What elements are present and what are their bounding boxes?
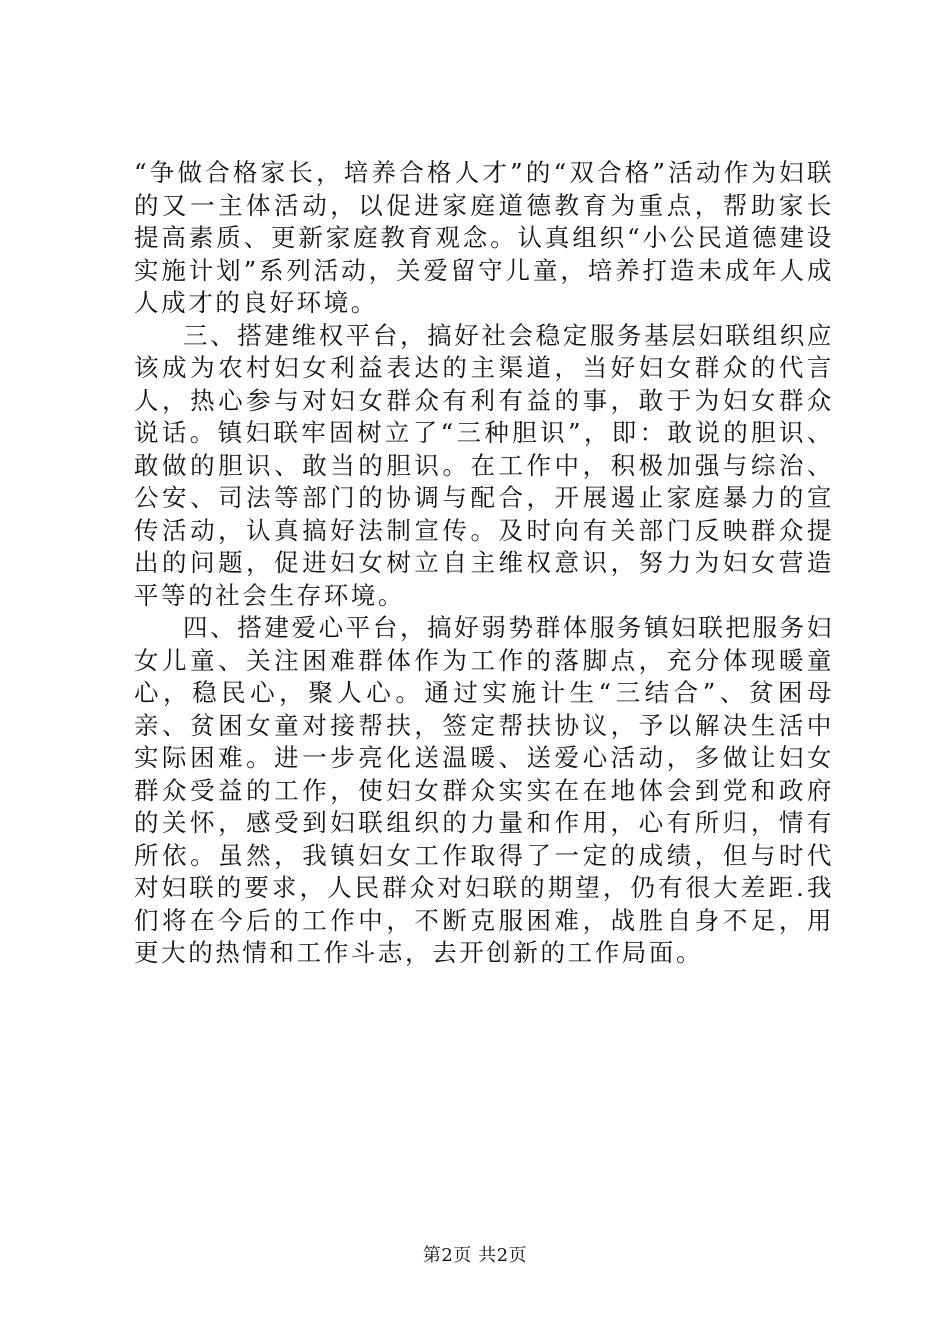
page-number-label: 第2页 共2页 [422,1245,528,1266]
paragraph-3: 四、搭建爱心平台，搞好弱势群体服务镇妇联把服务妇女儿童、关注困难群体作为工作的落脚点，充分体现暖童心，稳民心，聚人心。通过实施计生“三结合”、贫困母亲、贫困女童对接帮扶，签定帮扶协议，予以解决生活中实际困难。进一步亮化送温暖、送爱心活动，多做让妇女群众受益的工作，使妇女群众实实在在地体会到党和政府的关怀，感受到妇联组织的力量和作用，心有所归，情有所依。虽然，我镇妇女工作取得了一定的成绩，但与时代对妇联的要求，人民群众对妇联的期望，仍有很大差距.我们将在今后的工作中，不断克服困难，战胜自身不足，用更大的热情和工作斗志，去开创新的工作局面。 [134,613,834,967]
document-body [134,157,834,970]
page-footer [0,1244,950,1268]
paragraph-2: 三、搭建维权平台，搞好社会稳定服务基层妇联组织应该成为农村妇女利益表达的主渠道，当好妇女群众的代言人，热心参与对妇女群众有利有益的事，敢于为妇女群众说话。镇妇联牢固树立了“三种胆识”，即：敢说的胆识、敢做的胆识、敢当的胆识。在工作中，积极加强与综治、公安、司法等部门的协调与配合，开展遏止家庭暴力的宣传活动，认真搞好法制宣传。及时向有关部门反映群众提出的问题，促进妇女树立自主维权意识，努力为妇女营造平等的社会生存环境。 [134,320,834,610]
paragraph-1: “争做合格家长，培养合格人才”的“双合格”活动作为妇联的又一主体活动，以促进家庭道德教育为重点，帮助家长提高素质、更新家庭教育观念。认真组织“小公民道德建设实施计划”系列活动，关爱留守儿童，培养打造未成年人成人成才的良好环境。 [134,158,834,317]
